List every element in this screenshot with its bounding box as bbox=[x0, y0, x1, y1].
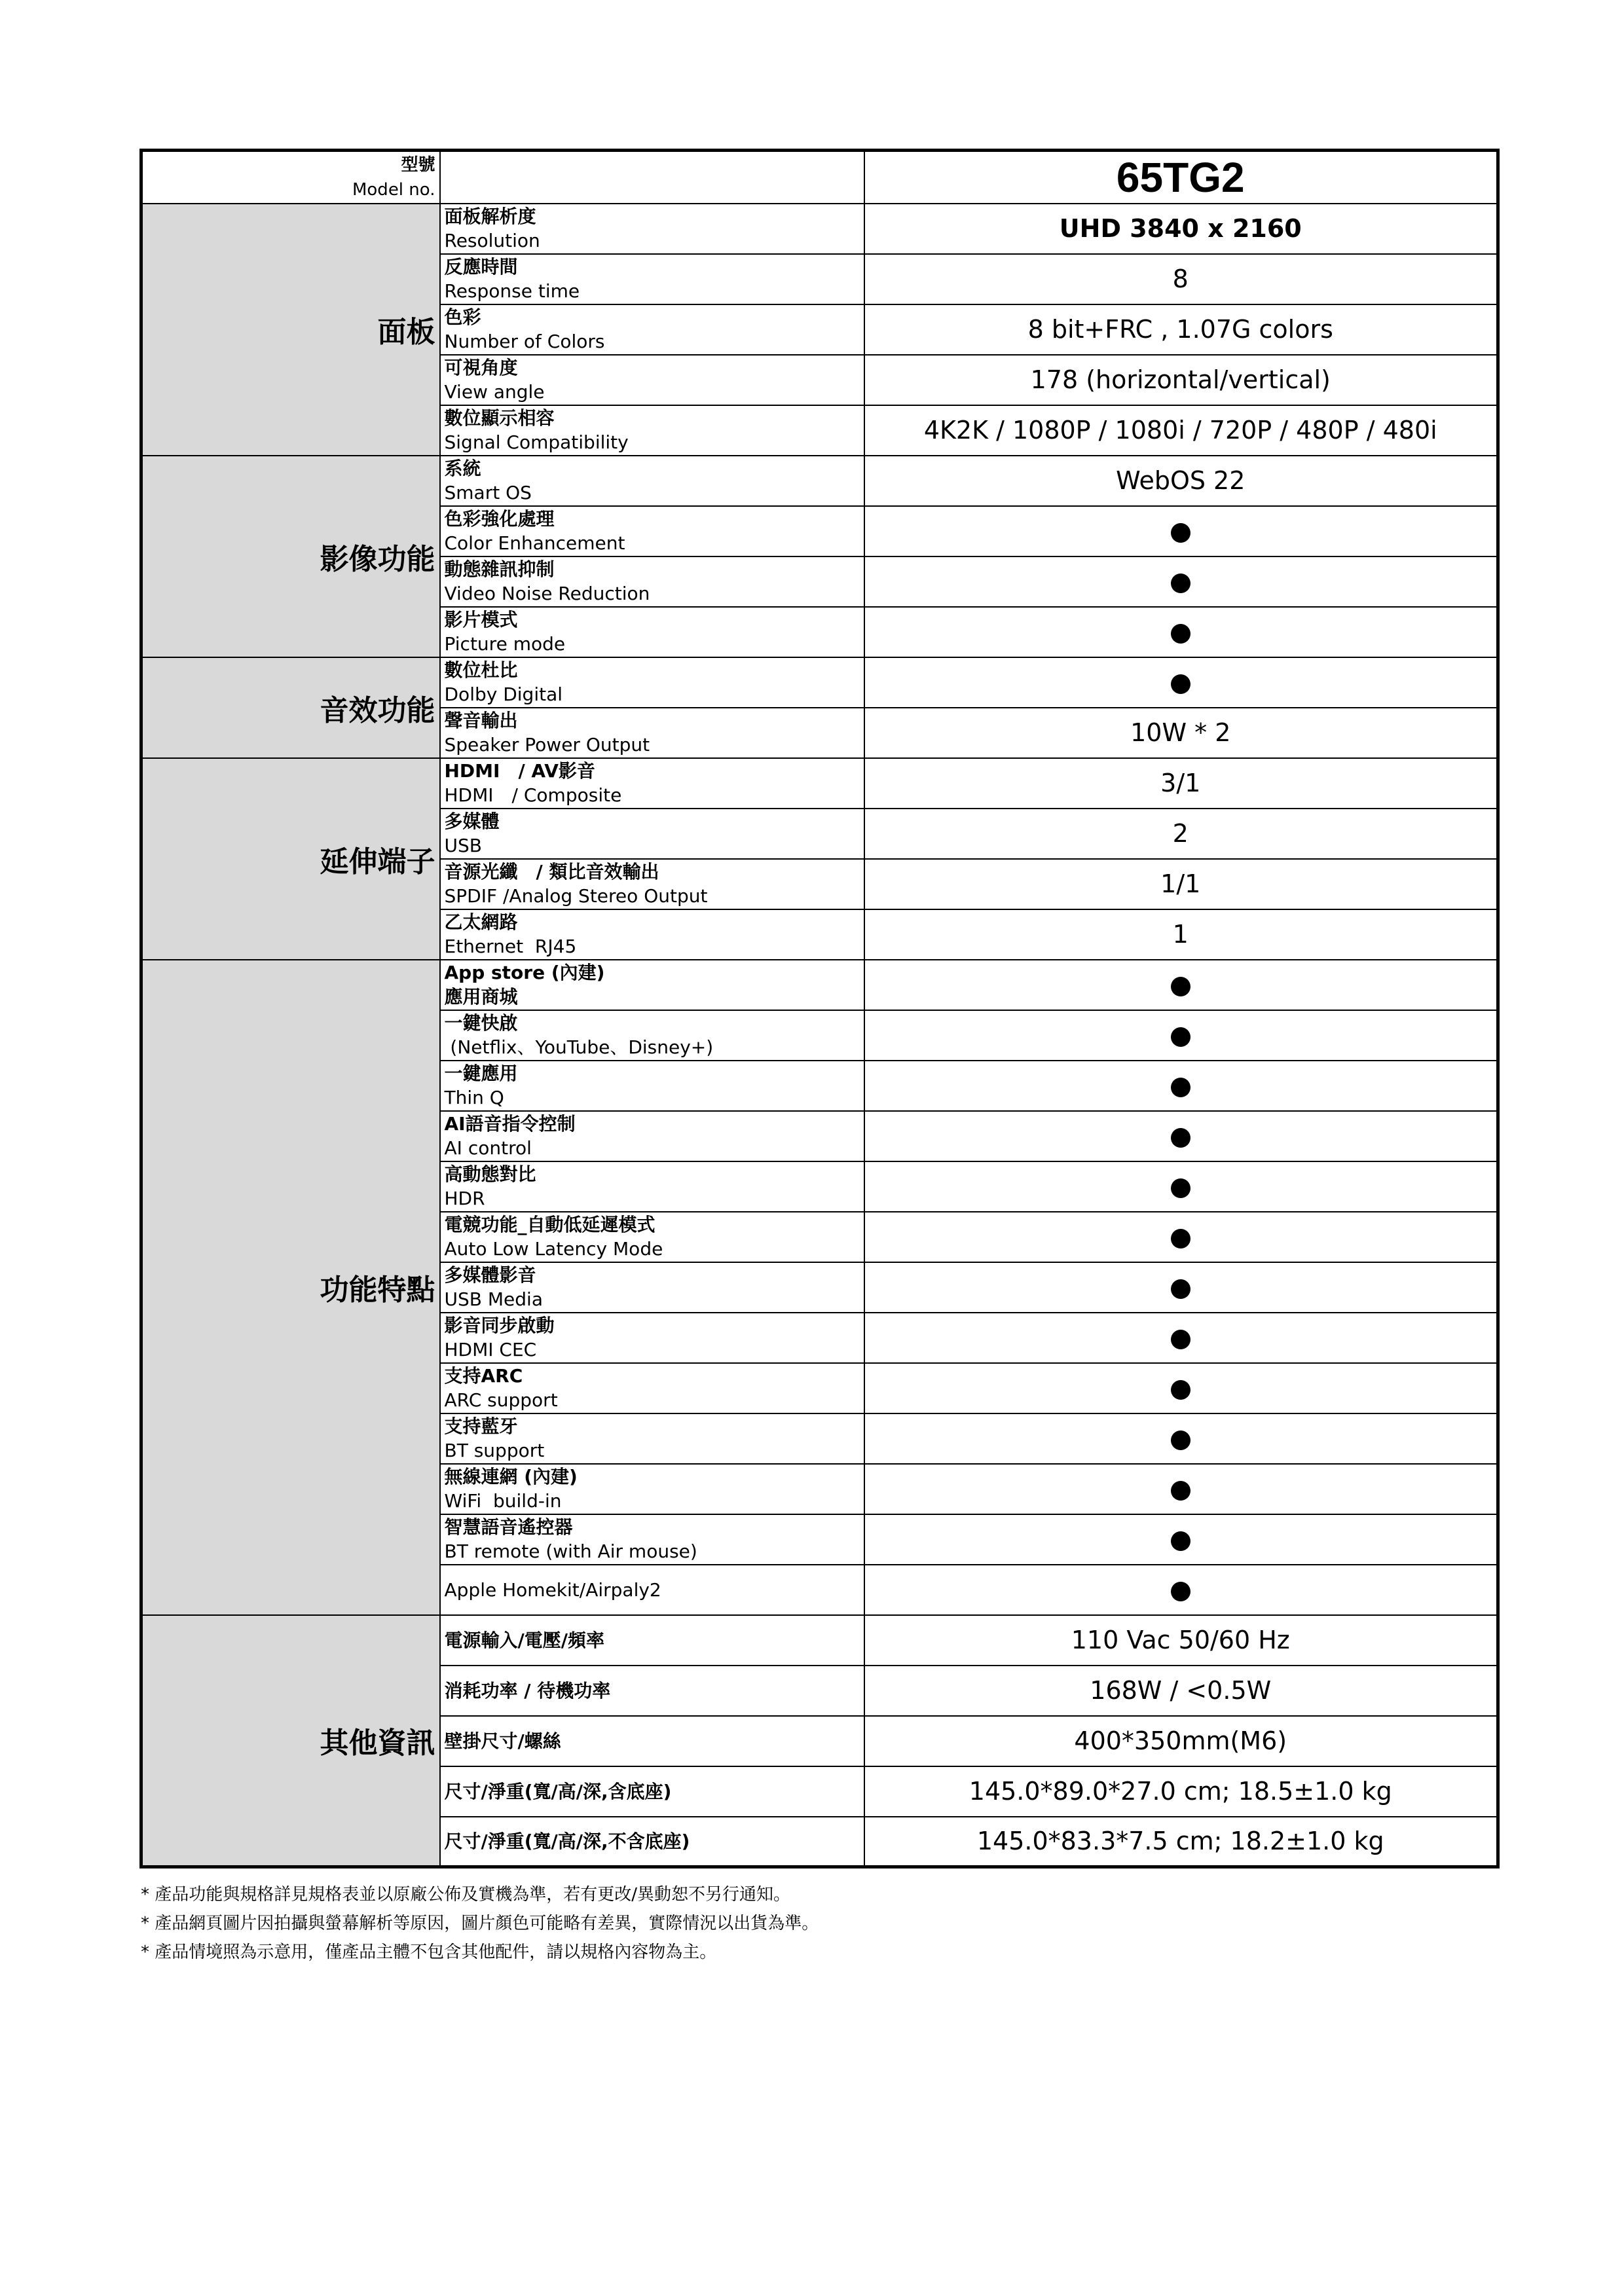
filled-dot-icon bbox=[1171, 1078, 1190, 1097]
spec-label bbox=[440, 1061, 864, 1111]
spec-label bbox=[440, 254, 864, 304]
spec-label bbox=[440, 1615, 864, 1666]
spec-label-zh: 數位杜比 bbox=[444, 659, 518, 681]
spec-label bbox=[440, 1111, 864, 1161]
spec-label bbox=[440, 1413, 864, 1464]
spec-label-en: Ethernet RJ45 bbox=[444, 936, 577, 957]
spec-value bbox=[864, 1363, 1498, 1413]
spec-label bbox=[440, 960, 864, 1010]
spec-value: 400*350mm(M6) bbox=[864, 1716, 1498, 1766]
spec-row bbox=[141, 1615, 1498, 1666]
spec-label bbox=[440, 1514, 864, 1565]
spec-value bbox=[864, 657, 1498, 708]
filled-dot-icon bbox=[1171, 624, 1190, 644]
spec-label-en: Speaker Power Output bbox=[444, 734, 650, 756]
spec-label bbox=[440, 859, 864, 909]
spec-label bbox=[440, 405, 864, 456]
spec-label bbox=[440, 657, 864, 708]
spec-label-text: 消耗功率 / 待機功率 bbox=[444, 1679, 611, 1702]
spec-label bbox=[440, 304, 864, 355]
spec-value: 10W * 2 bbox=[864, 708, 1498, 758]
spec-label-en: Signal Compatibility bbox=[444, 431, 629, 453]
spec-label-zh: 一鍵快啟 bbox=[444, 1012, 518, 1034]
spec-table bbox=[139, 149, 1500, 1868]
spec-label-zh: 電競功能_自動低延遲模式 bbox=[444, 1214, 655, 1235]
spec-label-en: Dolby Digital bbox=[444, 683, 563, 705]
spec-label-en: USB Media bbox=[444, 1288, 543, 1310]
filled-dot-icon bbox=[1171, 1279, 1190, 1299]
spec-label-en: HDR bbox=[444, 1188, 485, 1209]
spec-label-zh: 面板解析度 bbox=[444, 206, 536, 227]
spec-value bbox=[864, 1514, 1498, 1565]
spec-value bbox=[864, 1464, 1498, 1514]
spec-label-zh: 影音同步啟動 bbox=[444, 1315, 555, 1336]
footnote: * 產品情境照為示意用，僅產品主體不包含其他配件，請以規格內容物為主。 bbox=[141, 1942, 717, 1962]
spec-label-en: (Netflix、YouTube、Disney+) bbox=[444, 1036, 714, 1058]
spec-value bbox=[864, 607, 1498, 657]
spec-label-zh: AI語音指令控制 bbox=[444, 1113, 576, 1135]
spec-label bbox=[440, 758, 864, 809]
spec-value: 3/1 bbox=[864, 758, 1498, 809]
model-label-cell bbox=[141, 151, 440, 204]
spec-value: 1/1 bbox=[864, 859, 1498, 909]
spec-label bbox=[440, 1363, 864, 1413]
spec-label-zh: 數位顯示相容 bbox=[444, 407, 555, 429]
spec-value bbox=[864, 1413, 1498, 1464]
spec-label-en: 應用商城 bbox=[444, 986, 518, 1008]
footnote: * 產品網頁圖片因拍攝與螢幕解析等原因，圖片顏色可能略有差異，實際情況以出貨為準。 bbox=[141, 1914, 819, 1933]
spec-row bbox=[141, 960, 1498, 1010]
spec-label-text: 尺寸/淨重(寬/高/深,含底座) bbox=[444, 1780, 672, 1802]
model-label-en: Model no. bbox=[352, 179, 435, 200]
model-number: 65TG2 bbox=[864, 151, 1498, 204]
category-label: 面板 bbox=[141, 204, 440, 456]
filled-dot-icon bbox=[1171, 1178, 1190, 1198]
spec-label bbox=[440, 456, 864, 506]
filled-dot-icon bbox=[1171, 977, 1190, 996]
spec-value: 168W / <0.5W bbox=[864, 1666, 1498, 1716]
spec-label bbox=[440, 1010, 864, 1061]
spec-label bbox=[440, 708, 864, 758]
spec-value: 1 bbox=[864, 909, 1498, 960]
spec-label-en: View angle bbox=[444, 381, 545, 403]
spec-label-zh: 反應時間 bbox=[444, 256, 518, 278]
category-label: 影像功能 bbox=[141, 456, 440, 657]
spec-label bbox=[440, 809, 864, 859]
spec-label bbox=[440, 1161, 864, 1212]
model-label-zh: 型號 bbox=[401, 155, 435, 175]
spec-label-zh: HDMI / AV影音 bbox=[444, 760, 595, 782]
spec-label bbox=[440, 1313, 864, 1363]
spec-label bbox=[440, 506, 864, 556]
spec-label bbox=[440, 1212, 864, 1262]
spec-label bbox=[440, 1716, 864, 1766]
spec-label-zh: 動態雜訊抑制 bbox=[444, 558, 555, 580]
spec-label-en: Color Enhancement bbox=[444, 532, 625, 554]
spec-label-zh: 多媒體 bbox=[444, 811, 500, 832]
filled-dot-icon bbox=[1171, 523, 1190, 543]
filled-dot-icon bbox=[1171, 1229, 1190, 1248]
spec-label-zh: 乙太網路 bbox=[444, 911, 518, 933]
spec-label-en: BT remote (with Air mouse) bbox=[444, 1540, 697, 1562]
spec-label-zh: 影片模式 bbox=[444, 609, 518, 630]
spec-row bbox=[141, 456, 1498, 506]
spec-value: 4K2K / 1080P / 1080i / 720P / 480P / 480i bbox=[864, 405, 1498, 456]
spec-label bbox=[440, 1565, 864, 1615]
spec-value: 145.0*83.3*7.5 cm; 18.2±1.0 kg bbox=[864, 1817, 1498, 1867]
category-label: 延伸端子 bbox=[141, 758, 440, 960]
filled-dot-icon bbox=[1171, 1027, 1190, 1047]
header-row bbox=[141, 151, 1498, 204]
spec-label-zh: 一鍵應用 bbox=[444, 1063, 518, 1084]
spec-label-en: Number of Colors bbox=[444, 331, 605, 352]
spec-value: 145.0*89.0*27.0 cm; 18.5±1.0 kg bbox=[864, 1766, 1498, 1817]
spec-label-zh: 多媒體影音 bbox=[444, 1264, 536, 1286]
spec-row bbox=[141, 657, 1498, 708]
footnote: * 產品功能與規格詳見規格表並以原廠公佈及實機為準，若有更改/異動恕不另行通知。 bbox=[141, 1885, 791, 1904]
filled-dot-icon bbox=[1171, 674, 1190, 694]
spec-label bbox=[440, 607, 864, 657]
spec-label-text: 尺寸/淨重(寬/高/深,不含底座) bbox=[444, 1830, 690, 1852]
spec-label-en: USB bbox=[444, 835, 482, 856]
spec-label-text: 電源輸入/電壓/頻率 bbox=[444, 1629, 604, 1651]
spec-label-en: Resolution bbox=[444, 230, 540, 251]
spec-label-zh: 色彩 bbox=[444, 306, 481, 328]
spec-row bbox=[141, 758, 1498, 809]
spec-label bbox=[440, 355, 864, 405]
spec-label-zh: 色彩強化處理 bbox=[444, 508, 555, 530]
spec-value: 178 (horizontal/vertical) bbox=[864, 355, 1498, 405]
spec-label-zh: 系統 bbox=[444, 458, 481, 479]
spec-label bbox=[440, 1766, 864, 1817]
spec-label bbox=[440, 1666, 864, 1716]
spec-label-en: BT support bbox=[444, 1440, 545, 1461]
spec-value bbox=[864, 1212, 1498, 1262]
spec-label-zh: 可視角度 bbox=[444, 357, 518, 378]
filled-dot-icon bbox=[1171, 1330, 1190, 1349]
spec-label-en: WiFi build-in bbox=[444, 1490, 562, 1512]
spec-label bbox=[440, 1262, 864, 1313]
spec-value bbox=[864, 1313, 1498, 1363]
spec-label-en: AI control bbox=[444, 1137, 532, 1159]
filled-dot-icon bbox=[1171, 1128, 1190, 1148]
filled-dot-icon bbox=[1171, 1430, 1190, 1450]
spec-label-text: 壁掛尺寸/螺絲 bbox=[444, 1730, 561, 1752]
filled-dot-icon bbox=[1171, 1481, 1190, 1501]
spec-label-zh: 支持ARC bbox=[444, 1365, 523, 1387]
footnotes bbox=[141, 1880, 819, 1967]
spec-value bbox=[864, 556, 1498, 607]
spec-label-en: Response time bbox=[444, 280, 580, 302]
spec-value bbox=[864, 1262, 1498, 1313]
spec-label-en: Thin Q bbox=[444, 1087, 504, 1108]
spec-label-zh: 支持藍牙 bbox=[444, 1415, 518, 1437]
spec-label-zh: 高動態對比 bbox=[444, 1163, 536, 1185]
spec-label bbox=[440, 556, 864, 607]
spec-value: 110 Vac 50/60 Hz bbox=[864, 1615, 1498, 1666]
spec-label bbox=[440, 909, 864, 960]
spec-label bbox=[440, 204, 864, 254]
spec-label-zh: App store (內建) bbox=[444, 962, 605, 983]
spec-label-zh: 無線連網 (內建) bbox=[444, 1466, 578, 1487]
spec-label-en: Picture mode bbox=[444, 633, 566, 655]
header-blank-cell bbox=[440, 151, 864, 204]
spec-row bbox=[141, 204, 1498, 254]
category-label: 音效功能 bbox=[141, 657, 440, 758]
spec-label bbox=[440, 1464, 864, 1514]
spec-value bbox=[864, 1010, 1498, 1061]
spec-value bbox=[864, 1161, 1498, 1212]
spec-label-en: Smart OS bbox=[444, 482, 532, 503]
spec-label bbox=[440, 1817, 864, 1867]
spec-label-en: Video Noise Reduction bbox=[444, 583, 650, 604]
spec-label-en: HDMI / Composite bbox=[444, 784, 622, 806]
spec-value bbox=[864, 506, 1498, 556]
filled-dot-icon bbox=[1171, 574, 1190, 593]
filled-dot-icon bbox=[1171, 1582, 1190, 1601]
category-label: 功能特點 bbox=[141, 960, 440, 1615]
spec-label-en: ARC support bbox=[444, 1389, 558, 1411]
spec-value: 8 bit+FRC , 1.07G colors bbox=[864, 304, 1498, 355]
spec-label-en: Auto Low Latency Mode bbox=[444, 1238, 663, 1260]
spec-value: WebOS 22 bbox=[864, 456, 1498, 506]
spec-label-zh: 音源光纖 / 類比音效輸出 bbox=[444, 861, 659, 883]
spec-label-en: SPDIF /Analog Stereo Output bbox=[444, 885, 708, 907]
filled-dot-icon bbox=[1171, 1380, 1190, 1400]
spec-label-en: HDMI CEC bbox=[444, 1339, 537, 1360]
category-label: 其他資訊 bbox=[141, 1615, 440, 1867]
spec-value: UHD 3840 x 2160 bbox=[864, 204, 1498, 254]
spec-value bbox=[864, 1111, 1498, 1161]
spec-value bbox=[864, 1565, 1498, 1615]
spec-value bbox=[864, 960, 1498, 1010]
spec-value: 8 bbox=[864, 254, 1498, 304]
spec-label-zh: 聲音輸出 bbox=[444, 710, 518, 731]
spec-value bbox=[864, 1061, 1498, 1111]
spec-value: 2 bbox=[864, 809, 1498, 859]
filled-dot-icon bbox=[1171, 1531, 1190, 1551]
spec-label-zh: 智慧語音遙控器 bbox=[444, 1516, 573, 1538]
spec-label-text: Apple Homekit/Airpaly2 bbox=[444, 1578, 661, 1601]
